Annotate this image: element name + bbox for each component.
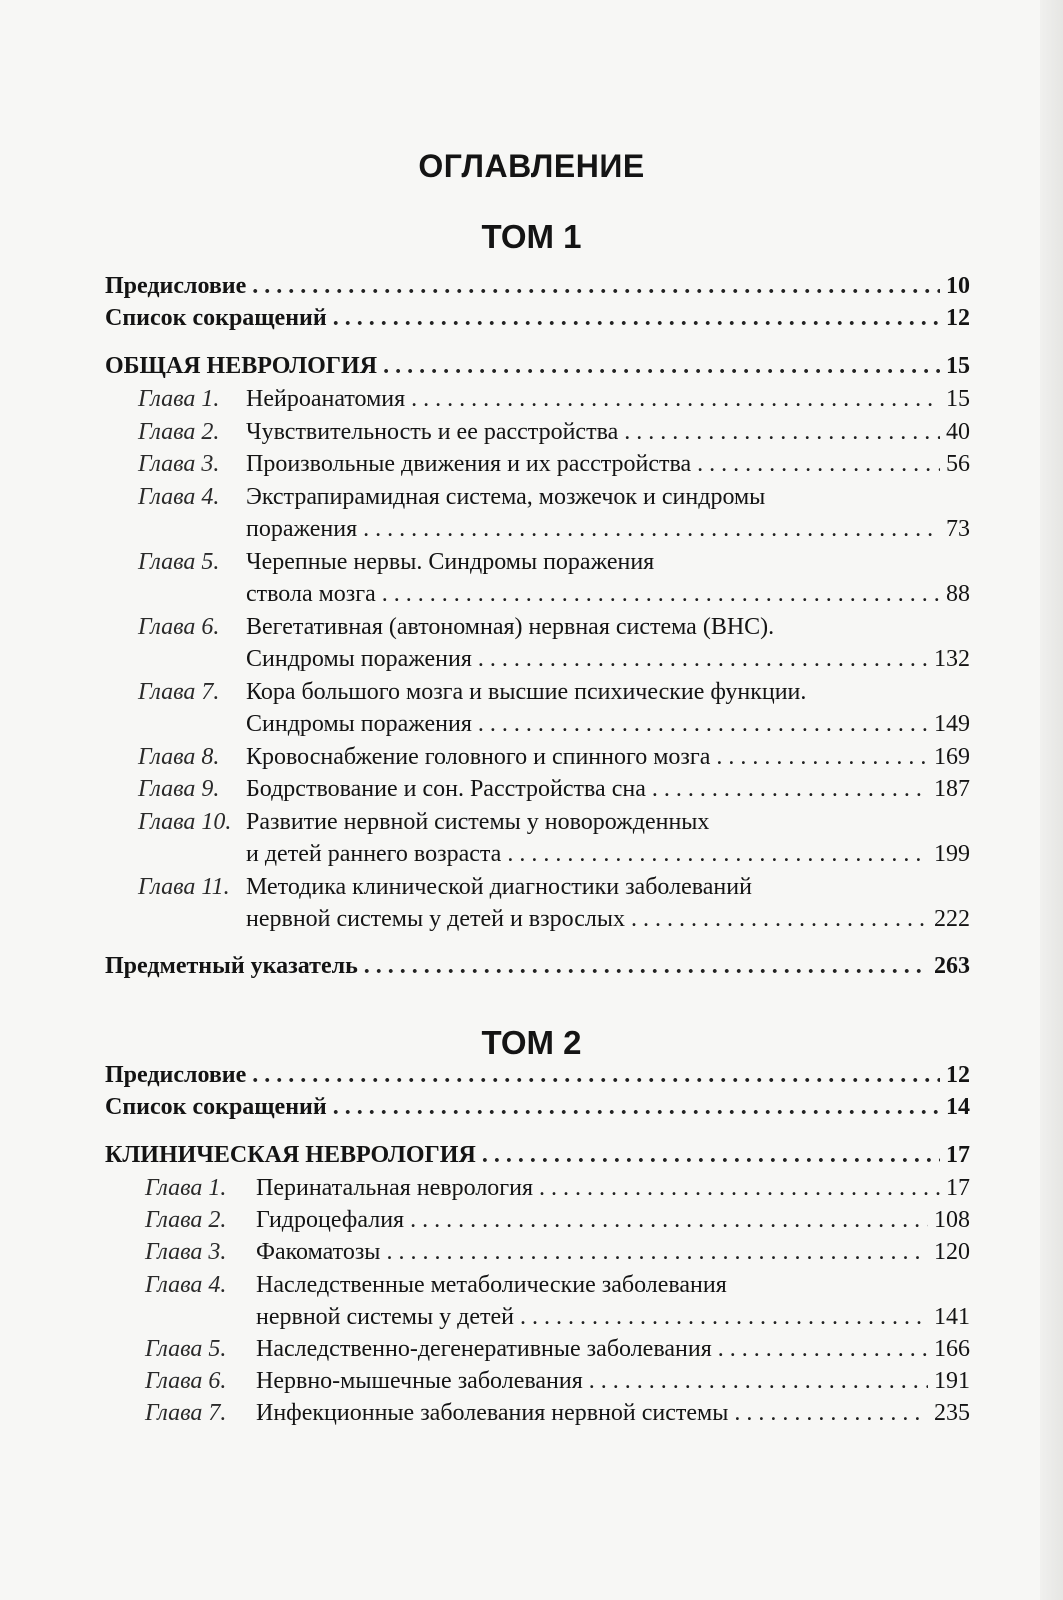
toc-entry-label: нервной системы у детей [256,1303,514,1330]
toc-title: ОГЛАВЛЕНИЕ [418,148,645,184]
toc-page-number: 15 [946,386,970,412]
dot-leader [411,385,940,413]
chapter-number: Глава 2. [145,1207,227,1234]
chapter-title-line: Развитие нервной системы у новорожденных [246,808,710,835]
dot-leader [333,304,940,332]
chapter-entry [256,1206,970,1234]
dot-leader [734,1399,928,1427]
toc-page-number: 40 [946,418,970,445]
chapter-number: Глава 3. [145,1239,227,1266]
toc-page-number: 263 [934,952,970,979]
toc-page-number: 120 [934,1239,970,1266]
chapter-entry [246,515,970,543]
toc-page-number: 14 [946,1094,970,1120]
toc-entry-label: Перинатальная неврология [256,1175,534,1201]
dot-leader [410,1206,928,1234]
dot-leader [520,1303,928,1331]
chapter-entry [246,580,970,608]
chapter-number: Глава 1. [138,386,220,412]
chapter-title-line: Методика клинической диагностики заболеваний [246,873,752,900]
front-matter-entry [105,1061,970,1089]
chapter-number: Глава 6. [138,613,220,640]
chapter-number: Глава 9. [138,776,220,802]
chapter-number: Глава 8. [138,743,220,770]
chapter-title-line: Экстрапирамидная система, мозжечок и синдромы [246,483,766,510]
toc-page-number: 15 [946,353,970,379]
toc-page-number: 56 [946,451,970,477]
toc-page-number: 199 [934,841,970,867]
dot-leader [716,743,928,771]
chapter-entry [256,1399,970,1427]
chapter-number: Глава 7. [145,1400,227,1427]
chapter-entry [256,1238,970,1266]
volume-2-heading: ТОМ 2 [481,1024,582,1061]
toc-page-number: 12 [946,305,970,331]
chapter-title-line: Вегетативная (автономная) нервная система (ВНС). [246,613,775,640]
toc-page-number: 191 [934,1368,970,1395]
chapter-number: Глава 6. [145,1368,227,1395]
toc-page-number: 17 [946,1142,970,1168]
toc-entry-label: и детей раннего возраста [246,841,502,867]
chapter-title-line: Кора большого мозга и высшие психические функции. [246,678,807,705]
toc-page-number: 169 [934,743,970,770]
chapter-number: Глава 11. [138,873,230,900]
toc-page-number: 108 [934,1207,970,1234]
chapter-entry [246,743,970,771]
front-matter-entry [105,272,970,300]
toc-entry-label: Чувствительность и ее расстройства [246,418,619,445]
dot-leader [478,710,928,738]
toc-page-number: 88 [946,581,970,607]
toc-entry-label: КЛИНИЧЕСКАЯ НЕВРОЛОГИЯ [105,1142,476,1168]
chapter-entry [246,450,970,478]
chapter-entry [256,1174,970,1202]
chapter-entry [246,775,970,803]
toc-entry-label: Предисловие [105,1062,247,1088]
toc-entry-label: Наследственно-дегенеративные заболевания [256,1336,712,1362]
dot-leader [539,1174,940,1202]
toc-entry-label: Синдромы поражения [246,646,472,672]
dot-leader [252,1061,940,1089]
chapter-entry [246,710,970,738]
chapter-entry [256,1303,970,1331]
chapter-entry [256,1367,970,1395]
chapter-entry [256,1335,970,1363]
toc-page-number: 222 [934,906,970,932]
front-matter-entry [105,1093,970,1121]
toc-entry-label: Бодрствование и сон. Расстройства сна [246,776,646,802]
toc-page-number: 235 [934,1400,970,1427]
toc-entry-label: Список сокращений [105,305,327,331]
dot-leader [482,1141,940,1169]
toc-entry-label: Предисловие [105,273,247,299]
toc-page-number: 132 [934,646,970,672]
chapter-title-line: Черепные нервы. Синдромы поражения [246,548,655,575]
chapter-entry [246,645,970,673]
dot-leader [507,840,928,868]
chapter-title-line: Наследственные метаболические заболевания [256,1271,727,1298]
dot-leader [589,1367,928,1395]
dot-leader [363,515,940,543]
chapter-entry [246,905,970,933]
toc-page-number: 73 [946,516,970,542]
chapter-number: Глава 2. [138,418,220,445]
toc-page-number: 166 [934,1336,970,1362]
chapter-number: Глава 5. [138,548,220,575]
dot-leader [478,645,928,673]
dot-leader [364,952,928,980]
dot-leader [383,352,940,380]
chapter-entry [246,840,970,868]
dot-leader [333,1093,940,1121]
toc-page-number: 141 [934,1303,970,1330]
toc-page-number: 12 [946,1062,970,1088]
toc-entry-label: поражения [246,516,358,542]
section-entry [105,352,970,380]
chapter-number: Глава 5. [145,1336,227,1362]
toc-entry-label: ствола мозга [246,581,376,607]
toc-entry-label: Предметный указатель [105,952,358,979]
toc-entry-label: Список сокращений [105,1094,327,1120]
chapter-number: Глава 3. [138,451,220,477]
toc-page-number: 187 [934,776,970,802]
chapter-number: Глава 4. [138,483,220,510]
toc-entry-label: Нервно-мышечные заболевания [256,1368,583,1395]
front-matter-entry [105,304,970,332]
chapter-entry [246,418,970,446]
dot-leader [386,1238,928,1266]
toc-entry-label: ОБЩАЯ НЕВРОЛОГИЯ [105,353,378,379]
index-entry [105,952,970,980]
toc-entry-label: Инфекционные заболевания нервной системы [256,1400,729,1427]
dot-leader [382,580,940,608]
dot-leader [697,450,940,478]
volume-1-heading: ТОМ 1 [481,218,582,255]
chapter-number: Глава 10. [138,808,232,835]
toc-page-number: 17 [946,1175,970,1201]
toc-entry-label: Факоматозы [256,1239,381,1266]
dot-leader [631,905,928,933]
toc-page-number: 149 [934,711,970,737]
dot-leader [624,418,940,446]
section-entry [105,1141,970,1169]
dot-leader [718,1335,928,1363]
toc-entry-label: Синдромы поражения [246,711,472,737]
chapter-number: Глава 4. [145,1271,227,1298]
chapter-number: Глава 1. [145,1175,227,1201]
chapter-entry [246,385,970,413]
toc-page-number: 10 [946,273,970,299]
toc-entry-label: Гидроцефалия [256,1207,405,1234]
chapter-number: Глава 7. [138,678,220,705]
toc-entry-label: Нейроанатомия [246,386,406,412]
toc-entry-label: нервной системы у детей и взрослых [246,906,625,932]
toc-entry-label: Кровоснабжение головного и спинного мозга [246,743,711,770]
toc-entry-label: Произвольные движения и их расстройства [246,451,692,477]
dot-leader [652,775,928,803]
dot-leader [252,272,940,300]
